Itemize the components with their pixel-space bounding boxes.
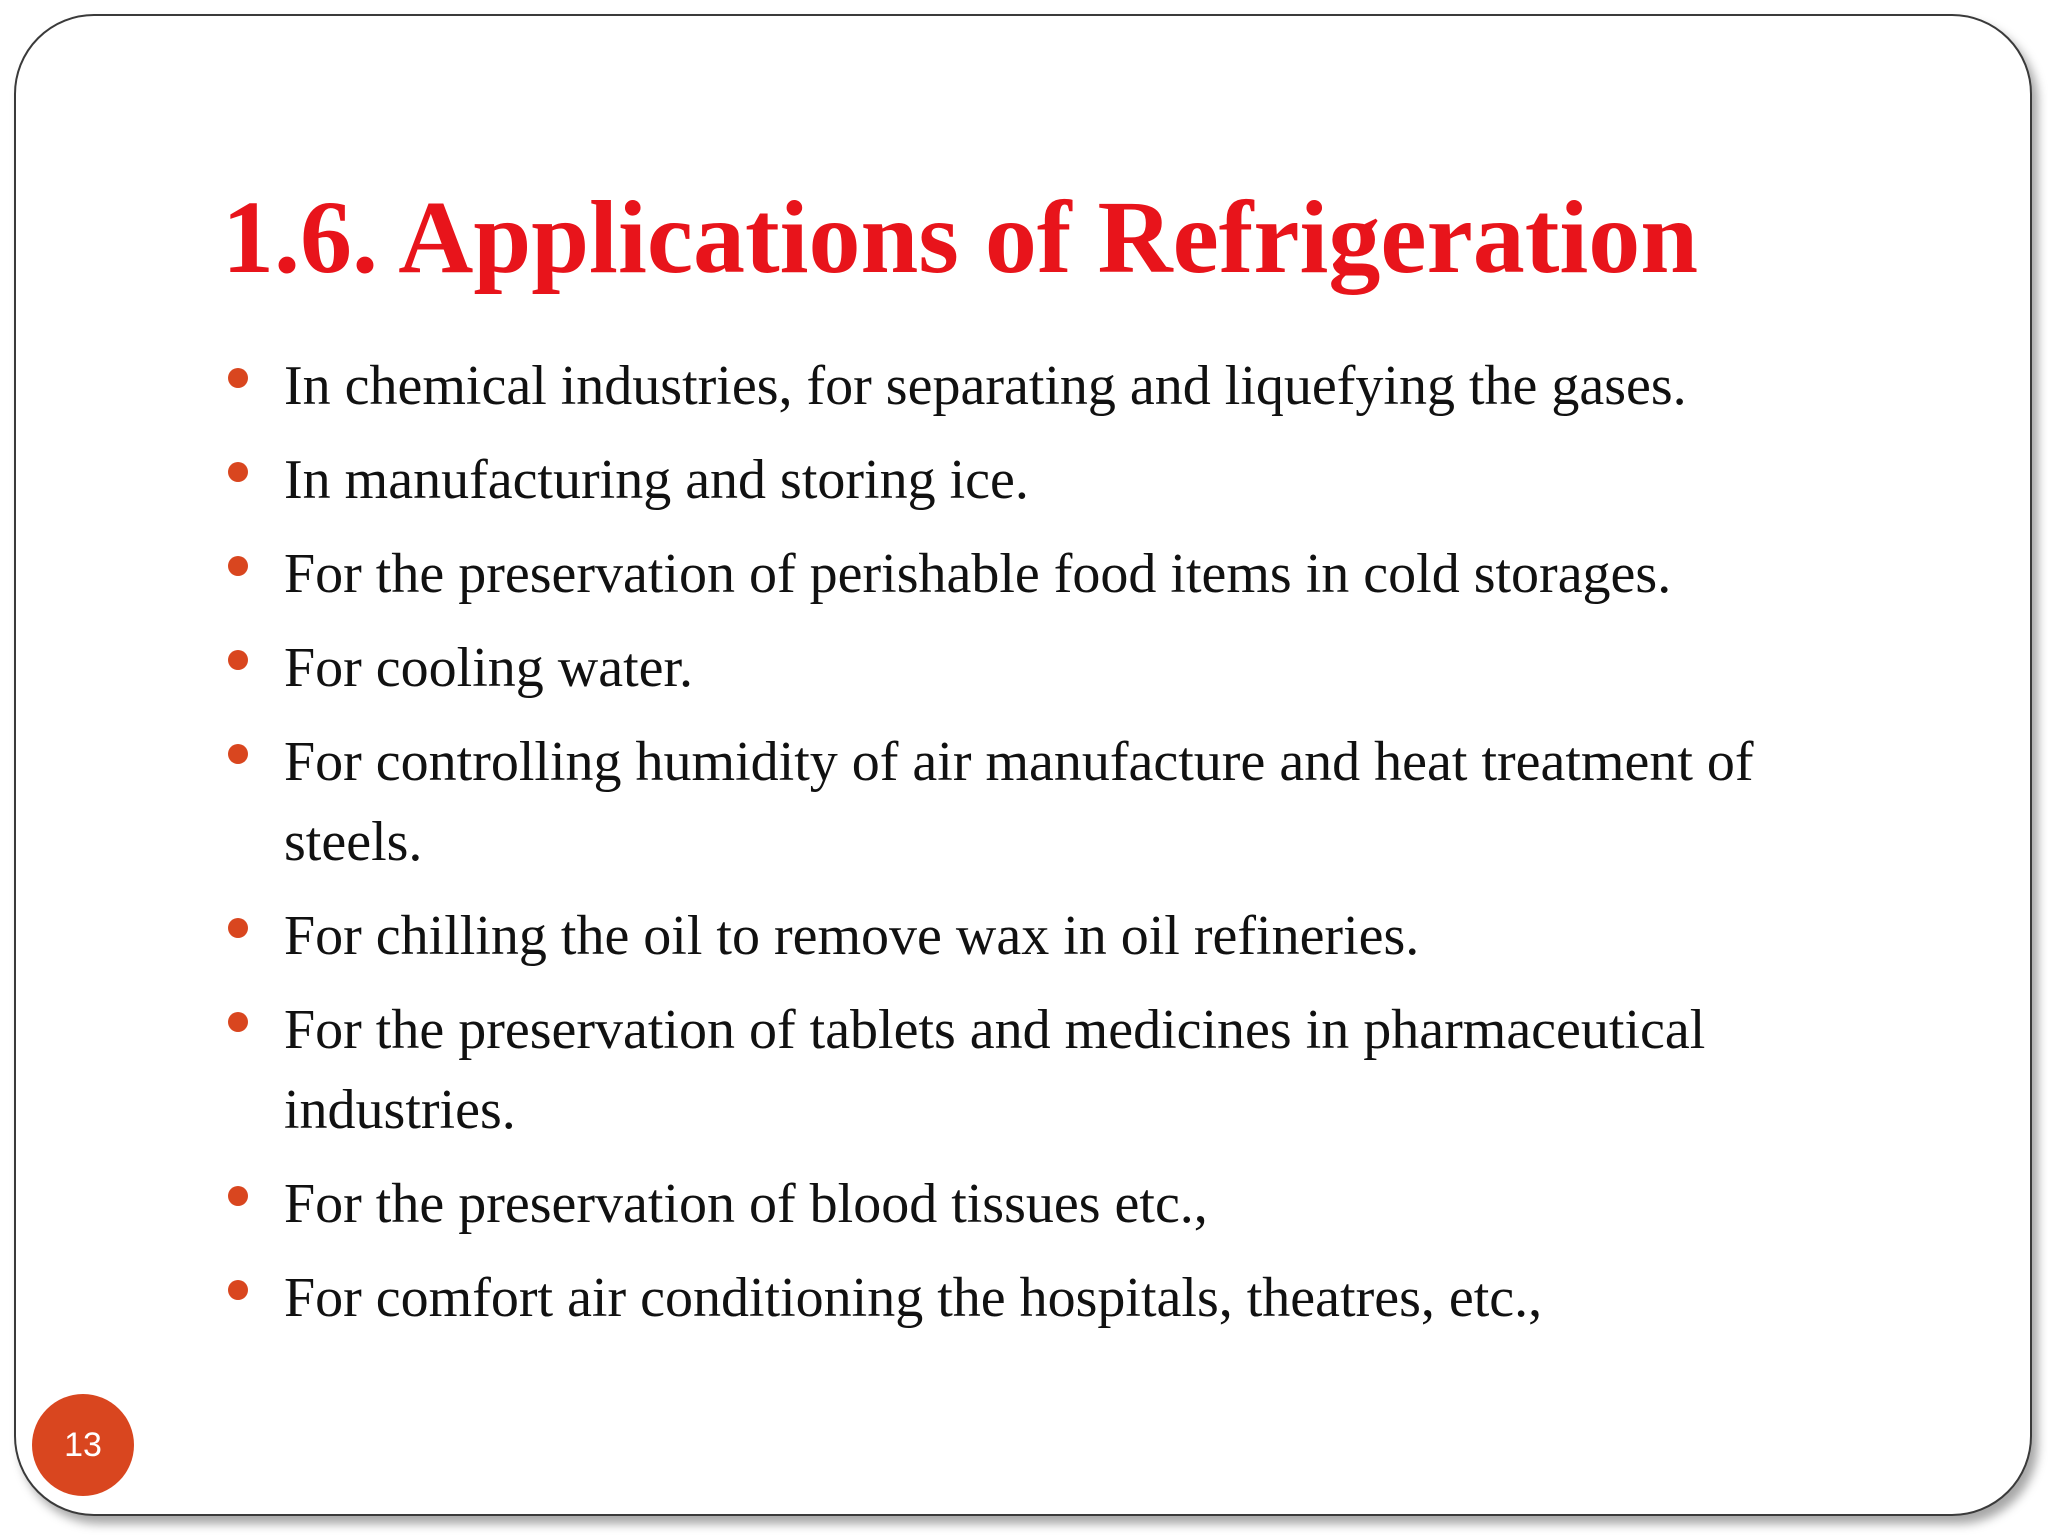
list-item	[220, 1258, 1870, 1338]
bullet-text: For the preservation of tablets and medicines in pharmaceutical industries.	[284, 999, 1706, 1141]
bullet-dot-icon	[228, 650, 248, 670]
list-item	[220, 896, 1870, 976]
list-item	[220, 534, 1870, 614]
bullet-text: For comfort air conditioning the hospitals, theatres, etc.,	[284, 1267, 1543, 1329]
bullet-dot-icon	[228, 918, 248, 938]
bullet-text: For controlling humidity of air manufacture and heat treatment of steels.	[284, 731, 1754, 873]
bullet-dot-icon	[228, 744, 248, 764]
list-item	[220, 1164, 1870, 1244]
list-item	[220, 628, 1870, 708]
bullet-text: For the preservation of blood tissues etc.,	[284, 1173, 1208, 1235]
bullet-dot-icon	[228, 1280, 248, 1300]
bullet-dot-icon	[228, 1012, 248, 1032]
page-number-badge	[32, 1394, 134, 1496]
list-item	[220, 346, 1870, 426]
bullet-dot-icon	[228, 462, 248, 482]
list-item	[220, 440, 1870, 520]
bullet-text: For cooling water.	[284, 637, 694, 699]
bullet-text: In manufacturing and storing ice.	[284, 449, 1029, 511]
list-item	[220, 722, 1870, 882]
bullet-dot-icon	[228, 1186, 248, 1206]
bullet-text: In chemical industries, for separating and liquefying the gases.	[284, 355, 1687, 417]
page-number: 13	[64, 1425, 102, 1464]
slide-title: 1.6. Applications of Refrigeration	[222, 180, 1699, 295]
bullet-text: For chilling the oil to remove wax in oil refineries.	[284, 905, 1420, 967]
bullet-text: For the preservation of perishable food items in cold storages.	[284, 543, 1672, 605]
list-item	[220, 990, 1870, 1150]
bullet-dot-icon	[228, 368, 248, 388]
bullet-list	[220, 346, 1870, 1352]
bullet-dot-icon	[228, 556, 248, 576]
